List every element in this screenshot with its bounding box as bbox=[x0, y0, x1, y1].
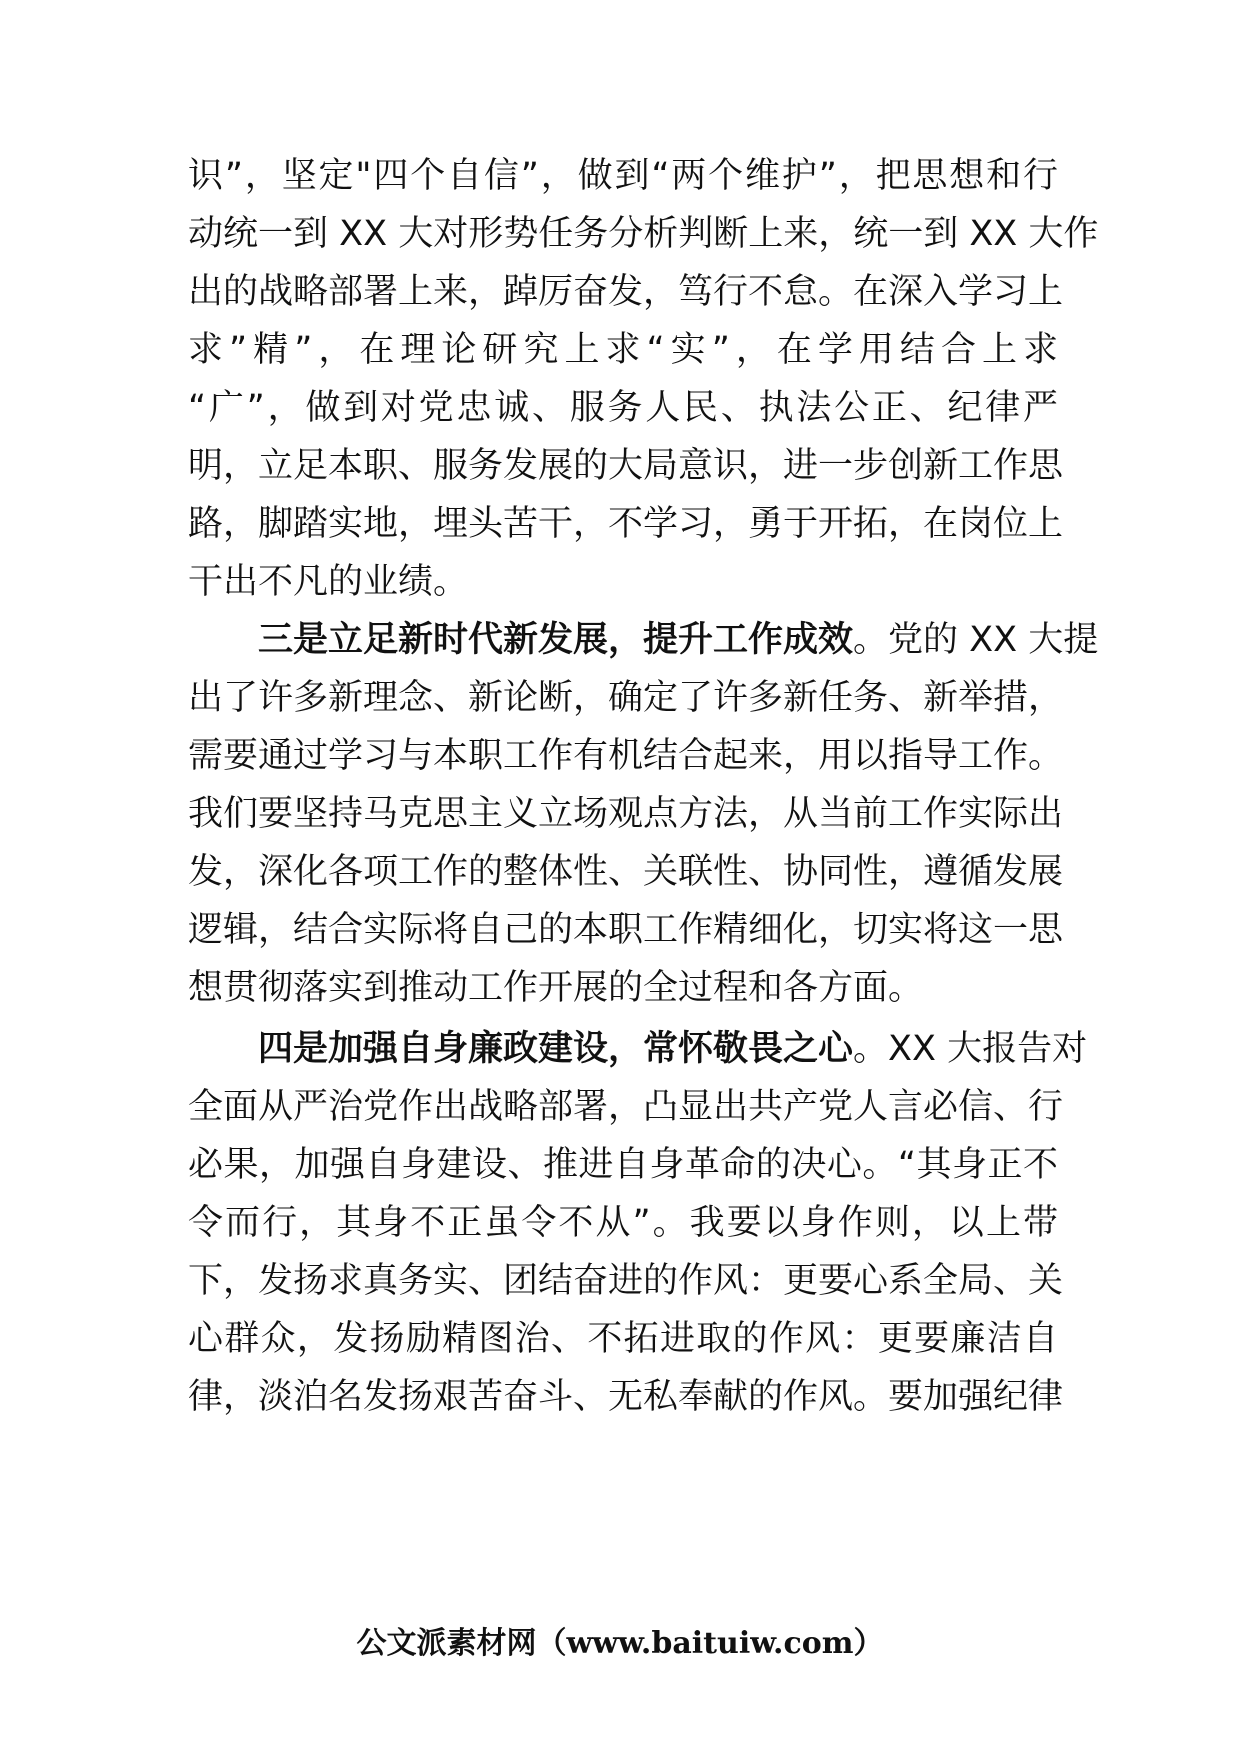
paragraph-line: 识”，坚定"四个自信”，做到“两个维护”，把思想和行 bbox=[188, 156, 1058, 196]
paragraph-line: 出的战略部署上来，踔厉奋发，笃行不怠。在深入学习上 bbox=[188, 272, 1064, 312]
section-four-heading: 四是加强自身廉政建设，常怀敬畏之心 bbox=[258, 1029, 854, 1069]
paragraph-line: 逻辑，结合实际将自己的本职工作精细化，切实将这一思 bbox=[188, 910, 1064, 950]
footer-source-text: 公文派素材网（www.baituiw.com） bbox=[356, 1626, 884, 1661]
paragraph-line: 必果，加强自身建设、推进自身革命的决心。“其身正不 bbox=[188, 1145, 1058, 1185]
paragraph-line: 想贯彻落实到推动工作开展的全过程和各方面。 bbox=[188, 968, 924, 1008]
paragraph-line: 路，脚踏实地，埋头苦干，不学习，勇于开拓，在岗位上 bbox=[188, 504, 1064, 544]
section-four-first-line-text: 。XX 大报告对 bbox=[853, 1029, 1088, 1069]
section-four-first-line bbox=[258, 1024, 1088, 1074]
paragraph-line: 发，深化各项工作的整体性、关联性、协同性，遵循发展 bbox=[188, 852, 1064, 892]
paragraph-line: 下，发扬求真务实、团结奋进的作风：更要心系全局、关 bbox=[188, 1261, 1064, 1301]
paragraph-line: 律，淡泊名发扬艰苦奋斗、无私奉献的作风。要加强纪律 bbox=[188, 1377, 1064, 1417]
paragraph-line: 求”精”，在理论研究上求“实”，在学用结合上求 bbox=[188, 330, 1058, 370]
paragraph-line: 令而行，其身不正虽令不从”。我要以身作则，以上带 bbox=[188, 1203, 1058, 1243]
paragraph-line: 全面从严治党作出战略部署，凸显出共产党人言必信、行 bbox=[188, 1087, 1064, 1127]
section-three-heading: 三是立足新时代新发展，提升工作成效 bbox=[258, 620, 854, 660]
section-three-first-line-text: 。党的 XX 大提 bbox=[853, 620, 1099, 660]
paragraph-line: “广”，做到对党忠诚、服务人民、执法公正、纪律严 bbox=[188, 388, 1058, 428]
paragraph-line: 需要通过学习与本职工作有机结合起来，用以指导工作。 bbox=[188, 736, 1064, 776]
paragraph-line: 出了许多新理念、新论断，确定了许多新任务、新举措， bbox=[188, 678, 1064, 718]
paragraph-line: 动统一到 XX 大对形势任务分析判断上来，统一到 XX 大作 bbox=[188, 214, 1099, 254]
section-three-first-line bbox=[258, 615, 1099, 665]
paragraph-line: 我们要坚持马克思主义立场观点方法，从当前工作实际出 bbox=[188, 794, 1064, 834]
paragraph-line: 心群众，发扬励精图治、不拓进取的作风：更要廉洁自 bbox=[188, 1319, 1058, 1359]
paragraph-line: 明，立足本职、服务发展的大局意识，进一步创新工作思 bbox=[188, 446, 1064, 486]
paragraph-line: 干出不凡的业绩。 bbox=[188, 562, 469, 602]
